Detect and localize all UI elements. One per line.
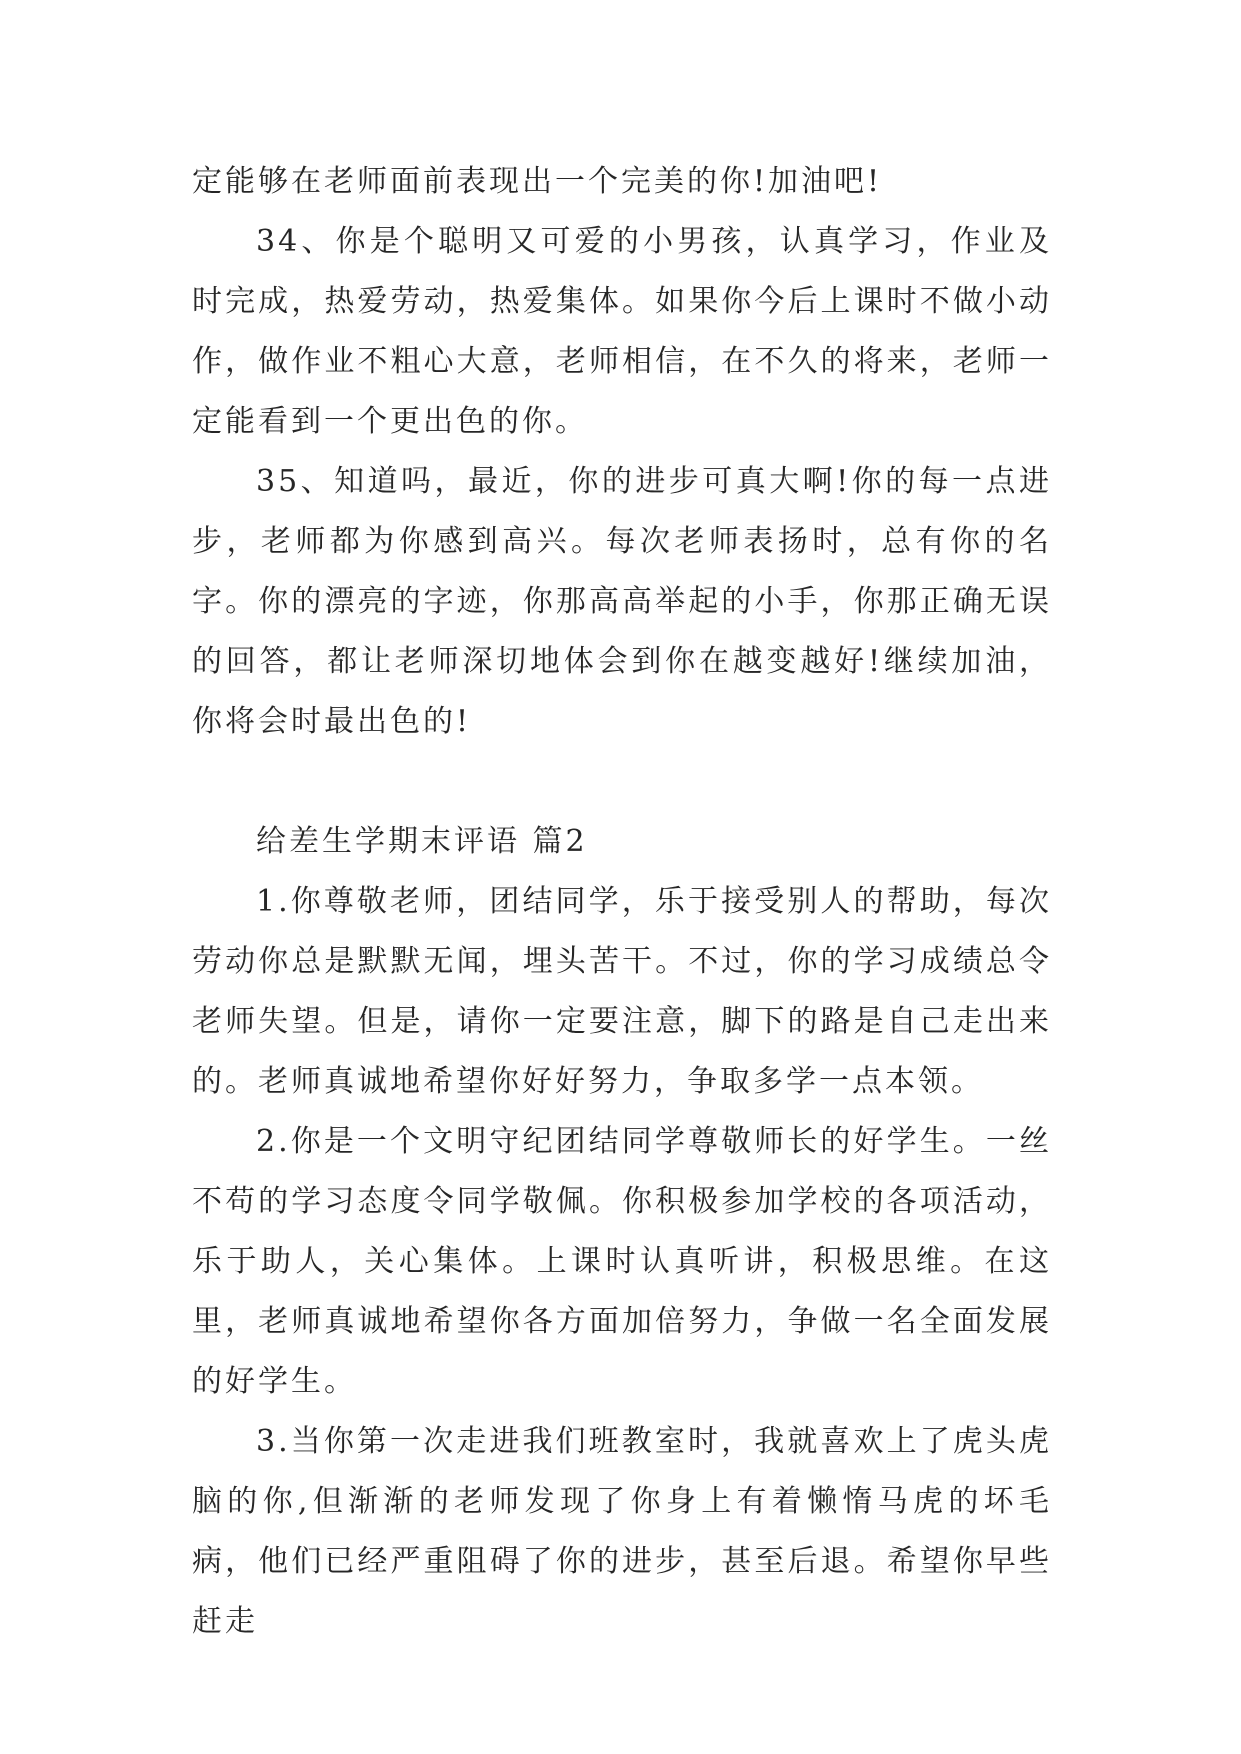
paragraph: 定能够在老师面前表现出一个完美的你!加油吧! bbox=[192, 164, 883, 199]
paragraph: 35、知道吗，最近，你的进步可真大啊!你的每一点进步，老师都为你感到高兴。每次老师表扬时，总有你的名字。你的漂亮的字迹，你那高高举起的小手，你那正确无误的回答，都让老师深切地体会到你在越变越好!继续加油，你将会时最出色的! bbox=[192, 464, 1052, 739]
paragraph: 1.你尊敬老师，团结同学，乐于接受别人的帮助，每次劳动你总是默默无闻，埋头苦干。不过，你的学习成绩总令老师失望。但是，请你一定要注意，脚下的路是自己走出来的。老师真诚地希望你好好努力，争取多学一点本领。 bbox=[192, 884, 1052, 1099]
paragraph: 3.当你第一次走进我们班教室时，我就喜欢上了虎头虎脑的你,但渐渐的老师发现了你身上有着懒惰马虎的坏毛病，他们已经严重阻碍了你的进步，甚至后退。希望你早些赶走 bbox=[192, 1424, 1052, 1639]
document-body bbox=[192, 152, 1052, 1652]
section-spacer bbox=[192, 752, 1052, 812]
section-title: 给差生学期末评语 篇2 bbox=[256, 824, 588, 859]
paragraph: 2.你是一个文明守纪团结同学尊敬师长的好学生。一丝不苟的学习态度令同学敬佩。你积极参加学校的各项活动，乐于助人，关心集体。上课时认真听讲，积极思维。在这里，老师真诚地希望你各方面加倍努力，争做一名全面发展的好学生。 bbox=[192, 1124, 1052, 1399]
paragraph: 34、你是个聪明又可爱的小男孩，认真学习，作业及时完成，热爱劳动，热爱集体。如果你今后上课时不做小动作，做作业不粗心大意，老师相信，在不久的将来，老师一定能看到一个更出色的你。 bbox=[192, 224, 1052, 439]
